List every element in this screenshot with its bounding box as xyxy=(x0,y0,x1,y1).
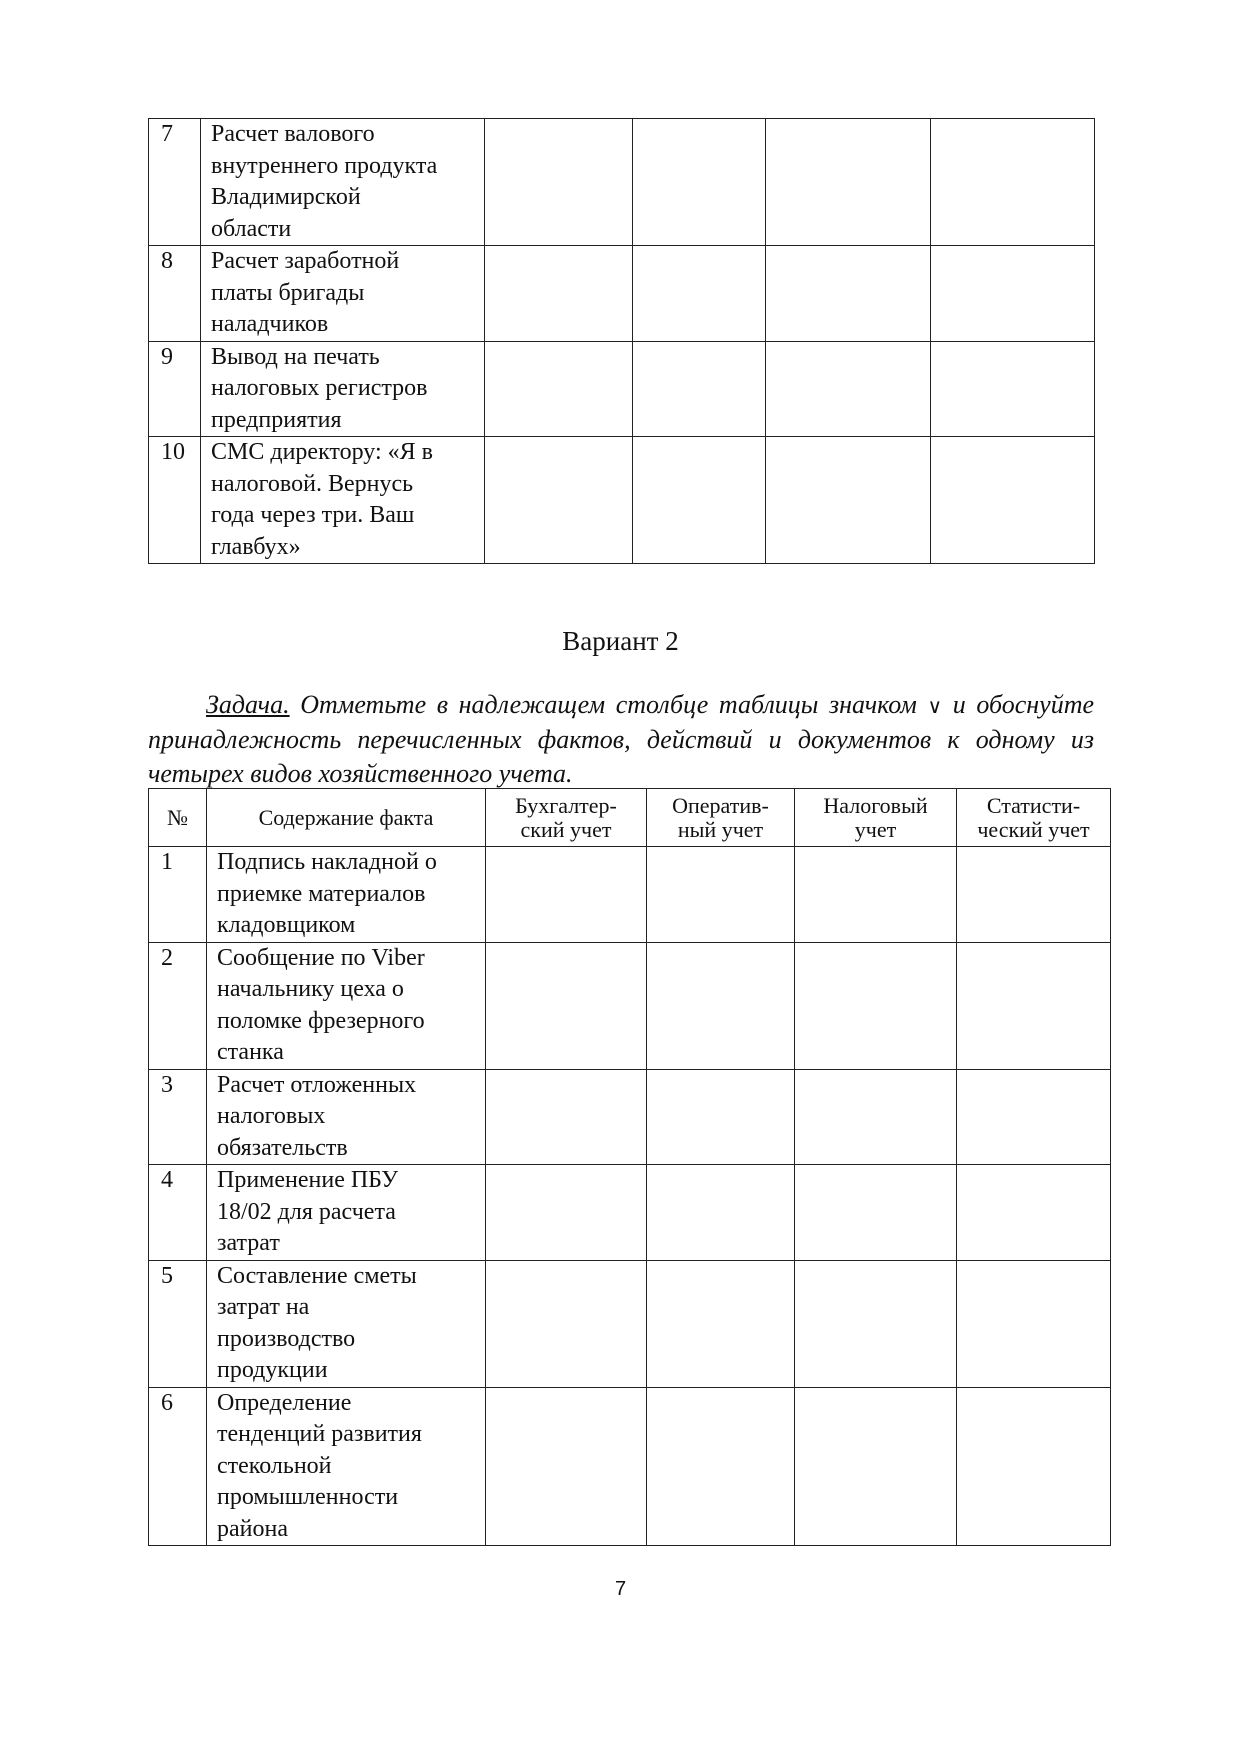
row-number: 2 xyxy=(149,942,207,1069)
fact-content: Расчет отложенных налоговых обязательств xyxy=(207,1069,486,1165)
tax-cell[interactable] xyxy=(766,341,931,437)
header-operational: Оператив- ный учет xyxy=(647,789,795,847)
task-lead: Задача. xyxy=(206,690,290,719)
fact-content: Расчет валового внутреннего продукта Владимирской области xyxy=(201,119,485,246)
accounting-cell[interactable] xyxy=(485,341,633,437)
row-number: 9 xyxy=(149,341,201,437)
table-variant-2 xyxy=(148,788,1111,1546)
fact-content: Составление сметы затрат на производство продукции xyxy=(207,1260,486,1387)
table-row xyxy=(149,246,1095,342)
operational-cell[interactable] xyxy=(633,119,766,246)
tax-cell[interactable] xyxy=(766,437,931,564)
table-row xyxy=(149,1165,1111,1261)
accounting-cell[interactable] xyxy=(486,1165,647,1261)
table-row xyxy=(149,119,1095,246)
table-row xyxy=(149,942,1111,1069)
operational-cell[interactable] xyxy=(647,847,795,943)
fact-content: Вывод на печать налоговых регистров предприятия xyxy=(201,341,485,437)
row-number: 6 xyxy=(149,1387,207,1546)
statistical-cell[interactable] xyxy=(931,341,1095,437)
statistical-cell[interactable] xyxy=(931,119,1095,246)
statistical-cell[interactable] xyxy=(957,1069,1111,1165)
statistical-cell[interactable] xyxy=(931,246,1095,342)
table-row xyxy=(149,847,1111,943)
check-mark-symbol: ∨ xyxy=(927,694,943,718)
operational-cell[interactable] xyxy=(633,437,766,564)
statistical-cell[interactable] xyxy=(957,847,1111,943)
header-number: № xyxy=(149,789,207,847)
table-header-row xyxy=(149,789,1111,847)
fact-content: Применение ПБУ 18/02 для расчета затрат xyxy=(207,1165,486,1261)
row-number: 10 xyxy=(149,437,201,564)
operational-cell[interactable] xyxy=(633,341,766,437)
table-row xyxy=(149,1260,1111,1387)
table-row xyxy=(149,341,1095,437)
accounting-cell[interactable] xyxy=(486,1387,647,1546)
accounting-cell[interactable] xyxy=(486,1260,647,1387)
accounting-cell[interactable] xyxy=(485,119,633,246)
statistical-cell[interactable] xyxy=(931,437,1095,564)
header-tax: Налоговый учет xyxy=(795,789,957,847)
tax-cell[interactable] xyxy=(795,1069,957,1165)
task-text-after-mark: и обоснуйте принадлежность перечисленных фактов, действий и документов к одному из четырех видов хозяйственного учета. xyxy=(148,690,1095,788)
operational-cell[interactable] xyxy=(647,942,795,1069)
fact-content: Расчет заработной платы бригады наладчиков xyxy=(201,246,485,342)
row-number: 4 xyxy=(149,1165,207,1261)
operational-cell[interactable] xyxy=(647,1387,795,1546)
row-number: 5 xyxy=(149,1260,207,1387)
tax-cell[interactable] xyxy=(795,1165,957,1261)
operational-cell[interactable] xyxy=(633,246,766,342)
row-number: 8 xyxy=(149,246,201,342)
statistical-cell[interactable] xyxy=(957,1260,1111,1387)
operational-cell[interactable] xyxy=(647,1069,795,1165)
task-text-before-mark: Отметьте в надлежащем столбце таблицы значком xyxy=(289,690,928,719)
tax-cell[interactable] xyxy=(795,847,957,943)
task-instructions xyxy=(148,688,1094,791)
table-variant-1-continuation xyxy=(148,118,1095,564)
accounting-cell[interactable] xyxy=(486,847,647,943)
fact-content: Сообщение по Viber начальнику цеха о поломке фрезерного станка xyxy=(207,942,486,1069)
page-number: 7 xyxy=(614,1578,627,1600)
row-number: 7 xyxy=(149,119,201,246)
accounting-cell[interactable] xyxy=(485,437,633,564)
table-row xyxy=(149,1387,1111,1546)
tax-cell[interactable] xyxy=(766,246,931,342)
fact-content: Определение тенденций развития стекольной промышленности района xyxy=(207,1387,486,1546)
header-statistical: Статисти- ческий учет xyxy=(957,789,1111,847)
tax-cell[interactable] xyxy=(766,119,931,246)
tax-cell[interactable] xyxy=(795,1260,957,1387)
variant-title: Вариант 2 xyxy=(562,626,679,656)
header-accounting: Бухгалтер- ский учет xyxy=(486,789,647,847)
statistical-cell[interactable] xyxy=(957,942,1111,1069)
row-number: 1 xyxy=(149,847,207,943)
statistical-cell[interactable] xyxy=(957,1387,1111,1546)
fact-content: СМС директору: «Я в налоговой. Вернусь года через три. Ваш главбух» xyxy=(201,437,485,564)
accounting-cell[interactable] xyxy=(486,942,647,1069)
table-row xyxy=(149,1069,1111,1165)
statistical-cell[interactable] xyxy=(957,1165,1111,1261)
header-content: Содержание факта xyxy=(207,789,486,847)
table-row xyxy=(149,437,1095,564)
accounting-cell[interactable] xyxy=(485,246,633,342)
fact-content: Подпись накладной о приемке материалов кладовщиком xyxy=(207,847,486,943)
row-number: 3 xyxy=(149,1069,207,1165)
tax-cell[interactable] xyxy=(795,1387,957,1546)
operational-cell[interactable] xyxy=(647,1260,795,1387)
tax-cell[interactable] xyxy=(795,942,957,1069)
accounting-cell[interactable] xyxy=(486,1069,647,1165)
operational-cell[interactable] xyxy=(647,1165,795,1261)
